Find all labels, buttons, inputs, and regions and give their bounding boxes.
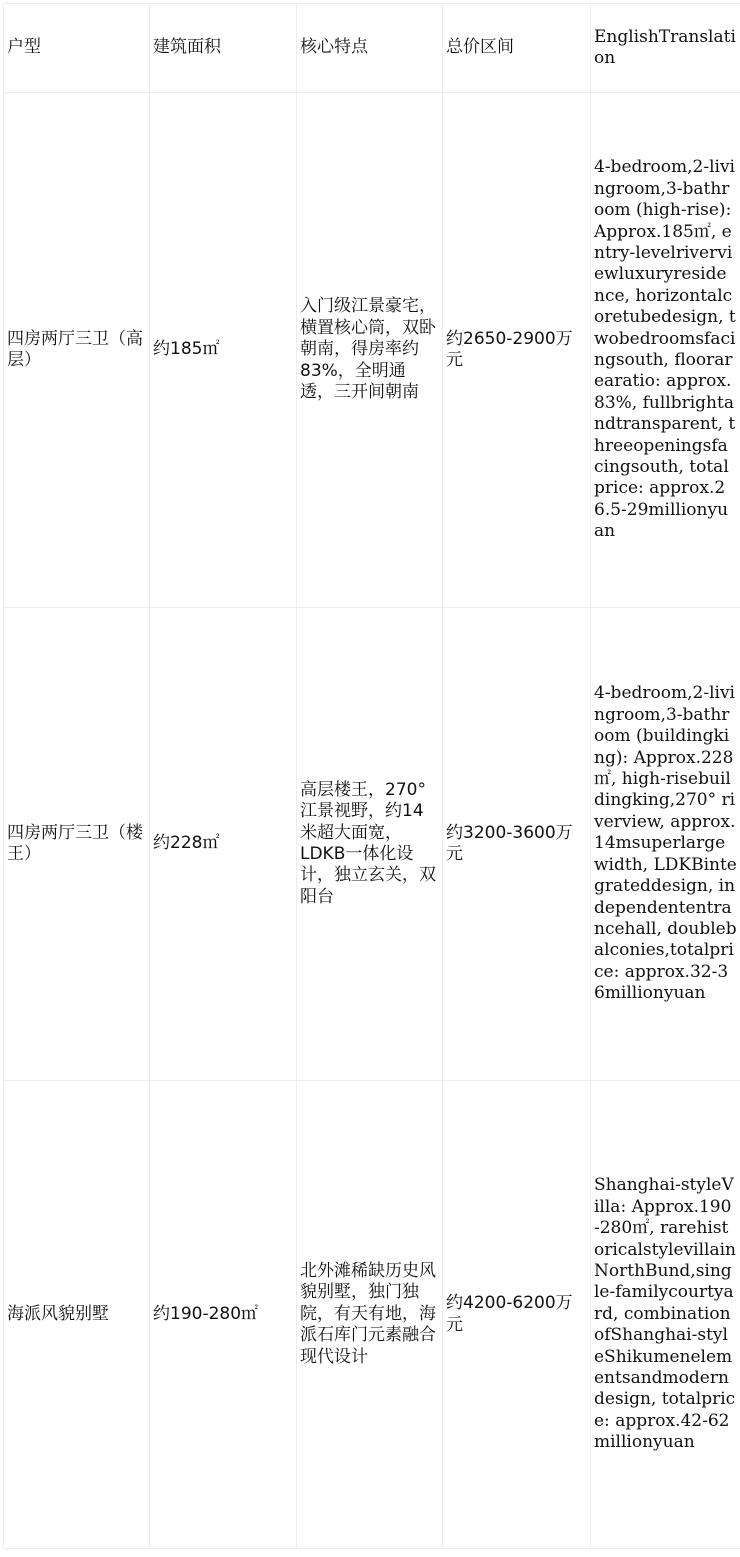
cell-floor-area: 约228㎡ [150, 608, 297, 1081]
table-header-row [4, 4, 740, 93]
header-unit-type: 户型 [4, 4, 150, 93]
cell-total-price-range: 约2650-2900万元 [443, 93, 591, 608]
table-row [4, 1081, 740, 1549]
cell-total-price-range: 约3200-3600万元 [443, 608, 591, 1081]
header-floor-area: 建筑面积 [150, 4, 297, 93]
cell-unit-type: 海派风貌别墅 [4, 1081, 150, 1549]
table-row [4, 608, 740, 1081]
table-row [4, 93, 740, 608]
cell-unit-type: 四房两厅三卫（楼王） [4, 608, 150, 1081]
cell-floor-area: 约190-280㎡ [150, 1081, 297, 1549]
cell-english-translation: 4-bedroom,2-livingroom,3-bathroom (high-rise): Approx.185㎡, entry-levelriverviewluxuryresidence, horizontalcoretubedesign, twobedroomsfacingsouth, floorarearatio: approx.83%, fullbrightandtransparent, threeopeningsfacingsouth, totalprice: approx.26.5-29millionyuan [591, 93, 740, 608]
cell-core-features: 北外滩稀缺历史风貌别墅，独门独院，有天有地，海派石库门元素融合现代设计 [297, 1081, 443, 1549]
cell-floor-area: 约185㎡ [150, 93, 297, 608]
header-total-price-range: 总价区间 [443, 4, 591, 93]
header-core-features: 核心特点 [297, 4, 443, 93]
cell-english-translation: Shanghai-styleVilla: Approx.190-280㎡, rarehistoricalstylevillainNorthBund,single-familycourtyard, combinationofShanghai-styleShikumenelementsandmoderndesign, totalprice: approx.42-62millionyuan [591, 1081, 740, 1549]
cell-unit-type: 四房两厅三卫（高层） [4, 93, 150, 608]
unit-type-table [3, 3, 740, 1549]
cell-core-features: 入门级江景豪宅，横置核心筒，双卧朝南，得房率约83%，全明通透，三开间朝南 [297, 93, 443, 608]
header-english-translation: EnglishTranslation [591, 4, 740, 93]
cell-english-translation: 4-bedroom,2-livingroom,3-bathroom (buildingking): Approx.228㎡, high-risebuildingking,270° riverview, approx. 14msuperlargewidth, LDKBintegrateddesign, independententrancehall, doublebalconies,totalprice: approx.32-36millionyuan [591, 608, 740, 1081]
cell-total-price-range: 约4200-6200万元 [443, 1081, 591, 1549]
cell-core-features: 高层楼王，270°江景视野，约14米超大面宽，LDKB一体化设计，独立玄关，双阳台 [297, 608, 443, 1081]
